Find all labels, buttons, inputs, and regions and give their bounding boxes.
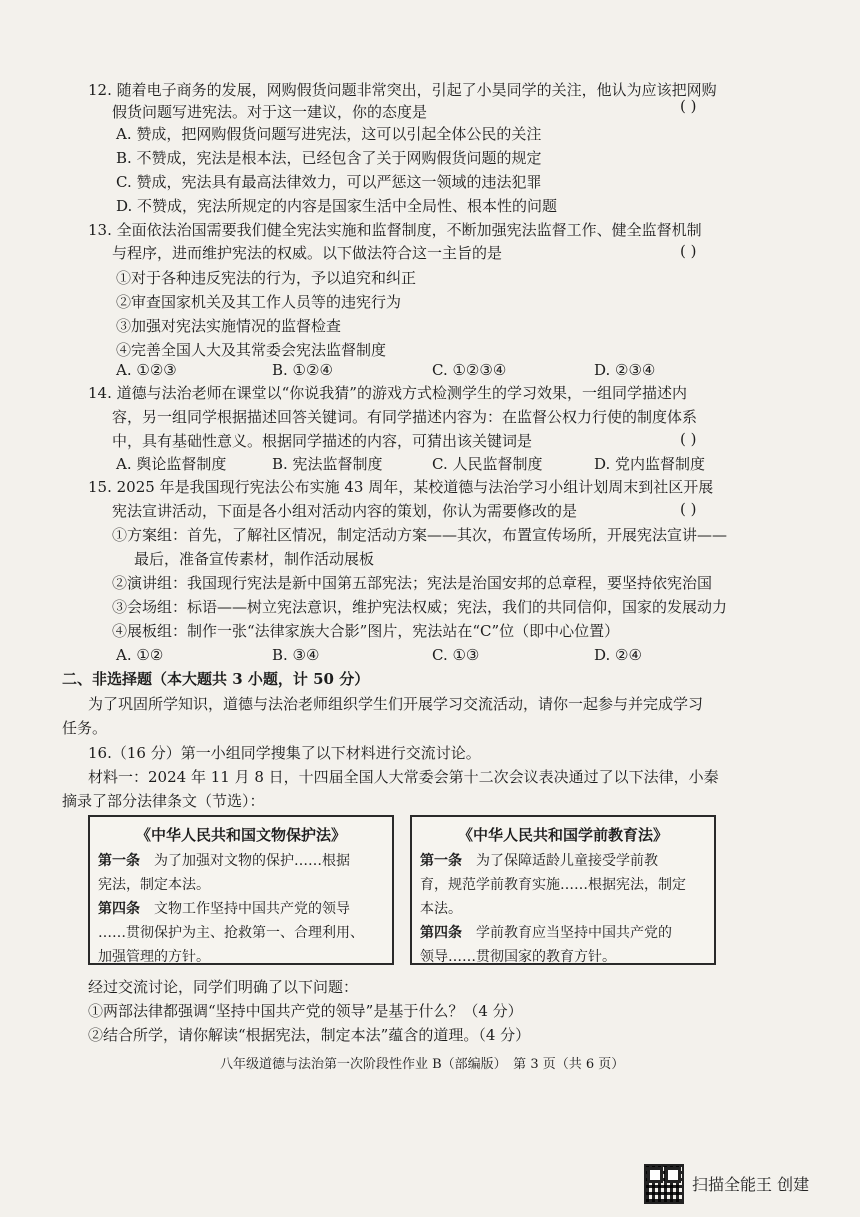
q14-option-b: B. 宪法监督制度 <box>272 455 383 473</box>
q12-option-d: D. 不赞成，宪法所规定的内容是国家生活中全局性、根本性的问题 <box>116 197 558 215</box>
q13-answer-blank: ( ) <box>680 242 697 260</box>
q13-option-d: D. ②③④ <box>594 361 656 379</box>
article-4-cont: ……贯彻保护为主、抢救第一、合理利用、 <box>98 925 364 941</box>
qr-code-icon <box>644 1164 684 1204</box>
sub-question-2: ②结合所学，请你解读“根据宪法，制定本法”蕴含的道理。（4 分） <box>88 1026 531 1044</box>
q12-answer-blank: ( ) <box>680 97 697 115</box>
q14-stem-line1: 14. 道德与法治老师在课堂以“你说我猜”的游戏方式检测学生的学习效果，一组同学描述内 <box>88 384 687 402</box>
q13-item-4: ④完善全国人大及其常委会宪法监督制度 <box>116 341 387 359</box>
q15-stem-line2: 宪法宣讲活动，下面是各小组对活动内容的策划，你认为需要修改的是 <box>112 502 578 520</box>
law-title-preschool-education: 《中华人民共和国学前教育法》 <box>457 826 668 844</box>
law-box-preschool-education <box>410 815 716 965</box>
q12-option-a: A. 赞成，把网购假货问题写进宪法，这可以引起全体公民的关注 <box>116 125 542 143</box>
q13-item-2: ②审查国家机关及其工作人员等的违宪行为 <box>116 293 402 311</box>
q15-stem-line1: 15. 2025 年是我国现行宪法公布实施 43 周年，某校道德与法治学习小组计划周末到社区开展 <box>88 478 714 496</box>
q15-item-1: ①方案组：首先，了解社区情况，制定活动方案——其次，布置宣传场所，开展宪法宣讲—— <box>112 526 728 544</box>
law-article-4-line <box>420 921 706 945</box>
material-1-line1: 材料一：2024 年 11 月 8 日，十四届全国人大常委会第十二次会议表决通过了以下法律，小秦 <box>88 768 719 786</box>
q13-option-a: A. ①②③ <box>116 361 177 379</box>
article-4-label: 第四条 <box>420 925 462 941</box>
discussion-intro: 经过交流讨论，同学们明确了以下问题： <box>88 978 359 996</box>
article-1-cont: 育，规范学前教育实施……根据宪法，制定 <box>420 877 686 893</box>
q12-option-b: B. 不赞成，宪法是根本法，已经包含了关于网购假货问题的规定 <box>116 149 542 167</box>
section-intro-line2: 任务。 <box>62 719 108 737</box>
q15-item-1-cont: 最后，准备宣传素材，制作活动展板 <box>134 550 375 568</box>
q14-option-c: C. 人民监督制度 <box>432 455 543 473</box>
article-4-cont2: 加强管理的方针。 <box>98 949 210 965</box>
q14-stem-line2: 容，另一组同学根据描述回答关键词。有同学描述内容为：在监督公权力行使的制度体系 <box>112 408 698 426</box>
q13-stem-line2: 与程序，进而维护宪法的权威。以下做法符合这一主旨的是 <box>112 244 503 262</box>
q15-item-3: ③会场组：标语——树立宪法意识，维护宪法权威；宪法，我们的共同信仰，国家的发展动力 <box>112 598 728 616</box>
section-title: 二、非选择题（本大题共 3 小题，计 50 分） <box>62 670 370 688</box>
q13-item-3: ③加强对宪法实施情况的监督检查 <box>116 317 342 335</box>
article-4-text: 学前教育应当坚持中国共产党的 <box>462 925 672 941</box>
law-box-cultural-relics <box>88 815 394 965</box>
q15-item-4: ④展板组：制作一张“法律家族大合影”图片，宪法站在“C”位（即中心位置） <box>112 622 620 640</box>
article-4-text: 文物工作坚持中国共产党的领导 <box>140 901 350 917</box>
sub-question-1: ①两部法律都强调“坚持中国共产党的领导”是基于什么？（4 分） <box>88 1002 523 1020</box>
section-intro-line1: 为了巩固所学知识，道德与法治老师组织学生们开展学习交流活动，请你一起参与并完成学习 <box>88 695 704 713</box>
q15-option-b: B. ③④ <box>272 646 320 664</box>
q14-option-d: D. 党内监督制度 <box>594 455 706 473</box>
q15-option-a: A. ①② <box>116 646 164 664</box>
q14-option-a: A. 舆论监督制度 <box>116 455 227 473</box>
q13-stem-line1: 13. 全面依法治国需要我们健全宪法实施和监督制度，不断加强宪法监督工作、健全监督机制 <box>88 221 702 239</box>
law-article-1-line <box>98 849 384 873</box>
q15-answer-blank: ( ) <box>680 500 697 518</box>
q16-stem: 16.（16 分）第一小组同学搜集了以下材料进行交流讨论。 <box>88 744 481 762</box>
q13-item-1: ①对于各种违反宪法的行为，予以追究和纠正 <box>116 269 417 287</box>
law-article-1-line <box>420 849 706 873</box>
law-title-cultural-relics: 《中华人民共和国文物保护法》 <box>135 826 346 844</box>
q14-answer-blank: ( ) <box>680 430 697 448</box>
material-1-line2: 摘录了部分法律条文（节选）： <box>62 792 265 810</box>
article-1-cont: 宪法，制定本法。 <box>98 877 210 893</box>
q13-option-b: B. ①②④ <box>272 361 333 379</box>
q12-stem-line1: 12. 随着电子商务的发展，网购假货问题非常突出，引起了小昊同学的关注，他认为应该把网购 <box>88 81 717 99</box>
article-4-cont: 领导……贯彻国家的教育方针。 <box>420 949 616 965</box>
q13-option-c: C. ①②③④ <box>432 361 507 379</box>
article-1-text: 为了加强对文物的保护……根据 <box>140 853 350 869</box>
article-4-label: 第四条 <box>98 901 140 917</box>
article-1-text: 为了保障适龄儿童接受学前教 <box>462 853 658 869</box>
q14-stem-line3: 中，具有基础性意义。根据同学描述的内容，可猜出该关键词是 <box>112 432 533 450</box>
article-1-label: 第一条 <box>420 853 462 869</box>
scanner-watermark: 扫描全能王 创建 <box>692 1175 810 1194</box>
page-footer: 八年级道德与法治第一次阶段性作业 B（部编版） 第 3 页（共 6 页） <box>220 1057 625 1072</box>
q15-option-d: D. ②④ <box>594 646 642 664</box>
q12-stem-line2: 假货问题写进宪法。对于这一建议，你的态度是 <box>112 103 428 121</box>
q15-item-2: ②演讲组：我国现行宪法是新中国第五部宪法；宪法是治国安邦的总章程，要坚持依宪治国 <box>112 574 713 592</box>
article-1-cont2: 本法。 <box>420 901 462 917</box>
q15-option-c: C. ①③ <box>432 646 480 664</box>
q12-option-c: C. 赞成，宪法具有最高法律效力，可以严惩这一领域的违法犯罪 <box>116 173 542 191</box>
law-article-4-line <box>98 897 384 921</box>
article-1-label: 第一条 <box>98 853 140 869</box>
